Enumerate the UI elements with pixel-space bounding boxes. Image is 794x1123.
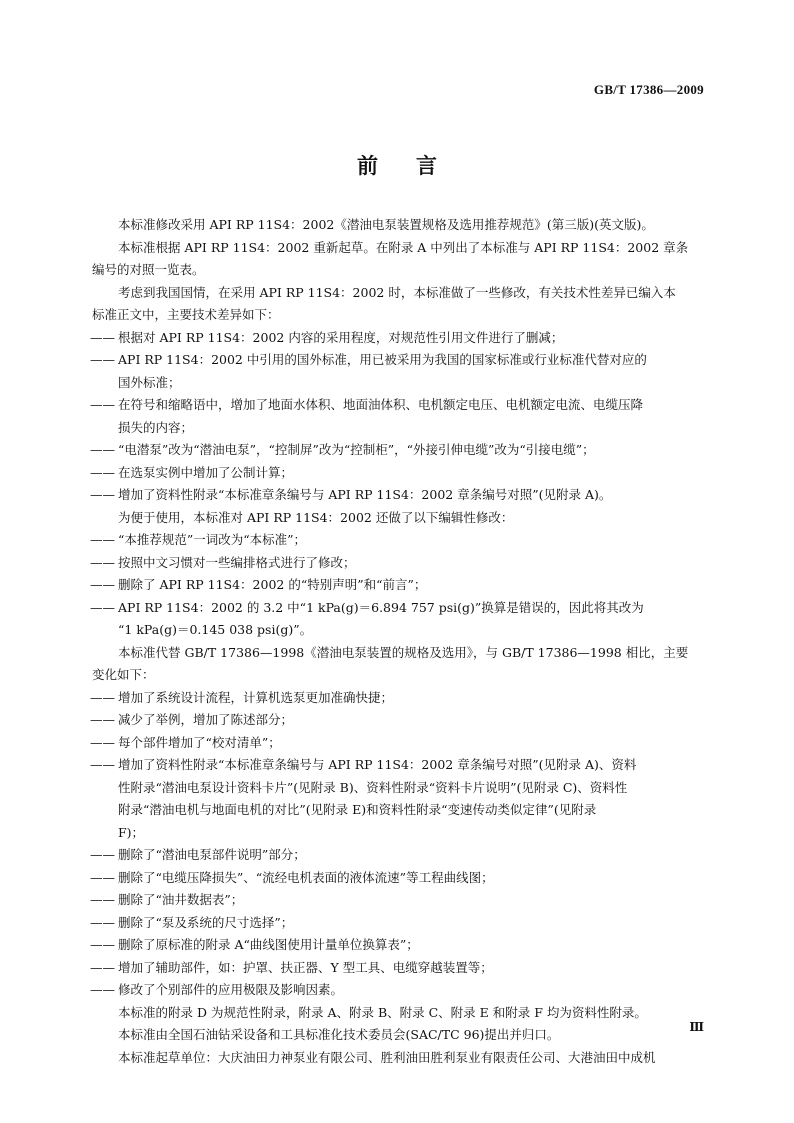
line-text: 删除了“潜油电泵部件说明”部分； bbox=[118, 847, 306, 862]
change-list-item bbox=[90, 754, 708, 844]
change-list-item bbox=[90, 439, 708, 462]
change-list-item bbox=[90, 574, 708, 597]
line-text: “本推荐规范”一词改为“本标准”； bbox=[118, 532, 307, 547]
text-line bbox=[90, 574, 708, 597]
line-text: 编号的对照一览表。 bbox=[92, 262, 205, 277]
list-dash: —— bbox=[90, 577, 115, 592]
foreword-paragraph bbox=[118, 1002, 708, 1025]
change-list-item bbox=[90, 552, 708, 575]
text-line bbox=[90, 327, 708, 350]
line-text: “电潜泵”改为“潜油电泵”，“控制屏”改为“控制柜”，“外接引伸电缆”改为“引接电缆”； bbox=[118, 442, 595, 457]
title-char-2: 言 bbox=[416, 153, 437, 178]
list-dash: —— bbox=[90, 329, 115, 345]
list-dash: —— bbox=[90, 937, 115, 952]
text-line bbox=[90, 529, 708, 552]
line-text: 减少了举例，增加了陈述部分； bbox=[118, 712, 294, 727]
foreword-paragraph bbox=[118, 507, 708, 530]
text-line bbox=[118, 1024, 708, 1047]
list-dash: —— bbox=[90, 599, 115, 615]
text-line bbox=[90, 957, 708, 980]
line-text: 本标准由全国石油钻采设备和工具标准化技术委员会(SAC/TC 96)提出并归口。 bbox=[118, 1027, 560, 1042]
list-dash: —— bbox=[90, 959, 115, 975]
text-line bbox=[90, 462, 708, 485]
text-line bbox=[118, 777, 708, 800]
list-dash: —— bbox=[90, 869, 115, 885]
change-list-item bbox=[90, 462, 708, 485]
text-line bbox=[90, 934, 708, 957]
line-text: 标准正文中，主要技术差异如下： bbox=[92, 307, 280, 322]
line-text: 每个部件增加了“校对清单”； bbox=[118, 734, 281, 750]
line-text: 损失的内容； bbox=[118, 419, 194, 435]
line-text: API RP 11S4：2002 中引用的国外标准，用已被采用为我国的国家标准或行业标准代替对应的 bbox=[118, 352, 647, 367]
title-char-1: 前 bbox=[357, 153, 378, 178]
change-list-item bbox=[90, 934, 708, 957]
list-dash: —— bbox=[90, 847, 115, 862]
change-list-item bbox=[90, 957, 708, 980]
list-dash: —— bbox=[90, 397, 115, 412]
text-line bbox=[118, 822, 708, 845]
text-line bbox=[118, 642, 708, 665]
text-line bbox=[90, 844, 708, 867]
standard-code: GB/T 17386—2009 bbox=[593, 82, 704, 97]
list-dash: —— bbox=[90, 689, 115, 705]
line-text: 增加了资料性附录“本标准章条编号与 API RP 11S4：2002 章条编号对照”(见附录 A)、资料 bbox=[118, 757, 637, 772]
text-line bbox=[118, 1047, 708, 1070]
list-dash: —— bbox=[90, 532, 115, 547]
list-dash: —— bbox=[90, 487, 115, 502]
change-list-item bbox=[90, 844, 708, 867]
change-list-item bbox=[90, 732, 708, 755]
text-line bbox=[118, 619, 708, 642]
line-text: 增加了资料性附录“本标准章条编号与 API RP 11S4：2002 章条编号对照”(见附录 A)。 bbox=[118, 487, 612, 502]
foreword-paragraph bbox=[118, 1047, 708, 1070]
line-text: 本标准修改采用 API RP 11S4：2002《潜油电泵装置规格及选用推荐规范》(第三版)(英文版)。 bbox=[118, 217, 654, 232]
line-text: 增加了系统设计流程，计算机选泵更加准确快捷； bbox=[118, 689, 394, 705]
text-line bbox=[118, 417, 708, 440]
text-line bbox=[118, 214, 708, 237]
text-line bbox=[90, 754, 708, 777]
line-text: 在选泵实例中增加了公制计算； bbox=[118, 464, 294, 480]
text-line bbox=[90, 484, 708, 507]
list-dash: —— bbox=[90, 442, 115, 457]
line-text: 为便于使用，本标准对 API RP 11S4：2002 还做了以下编辑性修改： bbox=[118, 509, 514, 525]
text-line bbox=[90, 709, 708, 732]
line-text: 考虑到我国国情，在采用 API RP 11S4：2002 时，本标准做了一些修改，有关技术性差异已编入本 bbox=[118, 284, 676, 300]
text-line bbox=[90, 732, 708, 755]
line-text: 本标准的附录 D 为规范性附录，附录 A、附录 B、附录 C、附录 E 和附录 F 均为资料性附录。 bbox=[118, 1004, 647, 1020]
change-list-item bbox=[90, 529, 708, 552]
page-number: Ⅲ bbox=[689, 1020, 704, 1034]
text-line bbox=[90, 889, 708, 912]
change-list-item bbox=[90, 687, 708, 710]
change-list-item bbox=[90, 889, 708, 912]
text-line bbox=[118, 799, 708, 822]
foreword-paragraph bbox=[118, 214, 708, 237]
foreword-body bbox=[90, 214, 708, 1069]
text-line bbox=[92, 304, 708, 327]
list-dash: —— bbox=[90, 554, 115, 570]
line-text: 删除了“电缆压降损失”、“流经电机表面的液体流速”等工程曲线图； bbox=[118, 869, 494, 885]
text-line bbox=[90, 552, 708, 575]
list-dash: —— bbox=[90, 914, 115, 930]
list-dash: —— bbox=[90, 734, 115, 750]
line-text: “1 kPa(g)＝0.145 038 psi(g)”。 bbox=[118, 622, 313, 637]
text-line bbox=[90, 912, 708, 935]
list-dash: —— bbox=[90, 464, 115, 480]
line-text: 性附录“潜油电泵设计资料卡片”(见附录 B)、资料性附录“资料卡片说明”(见附录 C)、资料性 bbox=[118, 779, 628, 795]
text-line bbox=[118, 1002, 708, 1025]
line-text: 根据对 API RP 11S4：2002 内容的采用程度，对规范性引用文件进行了删减； bbox=[118, 329, 564, 345]
text-line bbox=[90, 979, 708, 1002]
page-title bbox=[0, 150, 794, 180]
text-line bbox=[90, 597, 708, 620]
line-text: 本标准代替 GB/T 17386—1998《潜油电泵装置的规格及选用》，与 GB/T 17386—1998 相比，主要 bbox=[118, 644, 689, 660]
line-text: 国外标准； bbox=[118, 374, 181, 390]
change-list-item bbox=[90, 709, 708, 732]
list-dash: —— bbox=[90, 892, 115, 907]
line-text: 修改了个别部件的应用极限及影响因素。 bbox=[118, 982, 344, 997]
change-list-item bbox=[90, 394, 708, 439]
text-line bbox=[118, 282, 708, 305]
change-list-item bbox=[90, 979, 708, 1002]
line-text: 按照中文习惯对一些编排格式进行了修改； bbox=[118, 554, 356, 570]
text-line bbox=[118, 237, 708, 260]
foreword-paragraph bbox=[118, 1024, 708, 1047]
line-text: 删除了“油井数据表”； bbox=[118, 892, 244, 907]
line-text: 在符号和缩略语中，增加了地面水体积、地面油体积、电机额定电压、电机额定电流、电缆压降 bbox=[118, 397, 644, 412]
text-line bbox=[90, 687, 708, 710]
list-dash: —— bbox=[90, 712, 115, 727]
change-list-item bbox=[90, 597, 708, 642]
list-dash: —— bbox=[90, 757, 115, 772]
line-text: F)； bbox=[118, 824, 145, 840]
text-line bbox=[90, 349, 708, 372]
line-text: 删除了“泵及系统的尺寸选择”； bbox=[118, 914, 294, 930]
text-line bbox=[90, 867, 708, 890]
line-text: 变化如下： bbox=[92, 667, 155, 682]
line-text: 本标准起草单位：大庆油田力神泵业有限公司、胜利油田胜利泵业有限责任公司、大港油田中成机 bbox=[118, 1049, 656, 1065]
change-list-item bbox=[90, 484, 708, 507]
line-text: 删除了 API RP 11S4：2002 的“特别声明”和“前言”； bbox=[118, 577, 427, 592]
text-line bbox=[90, 439, 708, 462]
change-list-item bbox=[90, 327, 708, 350]
text-line bbox=[90, 394, 708, 417]
line-text: 删除了原标准的附录 A“曲线图使用计量单位换算表”； bbox=[118, 937, 419, 952]
text-line bbox=[118, 507, 708, 530]
list-dash: —— bbox=[90, 352, 115, 367]
text-line bbox=[118, 372, 708, 395]
line-text: API RP 11S4：2002 的 3.2 中“1 kPa(g)＝6.894 757 psi(g)”换算是错误的，因此将其改为 bbox=[118, 599, 644, 615]
line-text: 增加了辅助部件，如：护罩、扶正器、Y 型工具、电缆穿越装置等； bbox=[118, 959, 493, 975]
line-text: 本标准根据 API RP 11S4：2002 重新起草。在附录 A 中列出了本标准与 API RP 11S4：2002 章条 bbox=[118, 239, 689, 255]
list-dash: —— bbox=[90, 982, 115, 997]
foreword-paragraph bbox=[92, 282, 708, 327]
foreword-paragraph bbox=[92, 237, 708, 282]
foreword-paragraph bbox=[92, 642, 708, 687]
change-list-item bbox=[90, 912, 708, 935]
line-text: 附录“潜油电机与地面电机的对比”(见附录 E)和资料性附录“变速传动类似定律”(见附录 bbox=[118, 802, 597, 817]
change-list-item bbox=[90, 867, 708, 890]
text-line bbox=[92, 259, 708, 282]
change-list-item bbox=[90, 349, 708, 394]
text-line bbox=[92, 664, 708, 687]
